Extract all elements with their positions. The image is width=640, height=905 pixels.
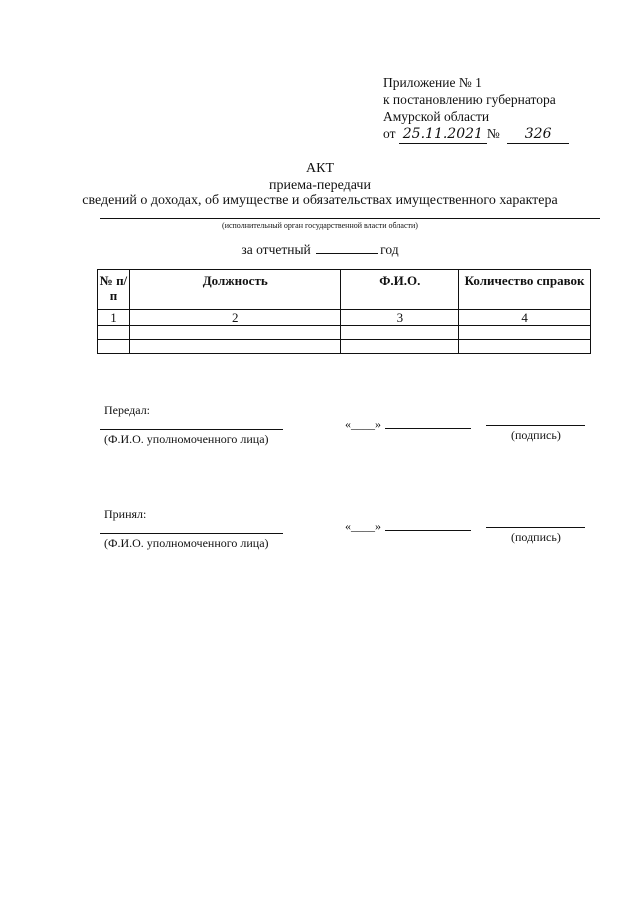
appendix-block [383,74,569,144]
received-name-line[interactable] [100,533,283,534]
period-row [0,242,640,258]
received-person-note: (Ф.И.О. уполномоченного лица) [104,536,269,550]
transferred-name-line[interactable] [100,429,283,430]
header-number: № п/п [98,270,130,310]
table-cell[interactable] [341,340,459,354]
table-cell: 2 [129,310,341,326]
table-cell[interactable] [98,326,130,340]
act-description: сведений о доходах, об имуществе и обязательствах имущественного характера [82,193,558,208]
transferred-date-open: «____» [345,417,381,431]
period-blank[interactable] [316,253,378,254]
period-suffix: год [380,242,399,257]
from-prefix: от [383,126,396,141]
table-cell[interactable] [459,326,591,340]
transferred-signature-line[interactable] [486,425,585,426]
received-signature-note: (подпись) [511,530,561,544]
period-prefix: за отчетный [241,242,311,257]
table-header-row [98,270,591,310]
table-cell[interactable] [98,340,130,354]
header-name: Ф.И.О. [341,270,459,310]
table-row [98,340,591,354]
table-cell[interactable] [129,326,341,340]
act-title: АКТ [306,161,334,176]
appendix-line2: к постановлению губернатора [383,92,556,107]
header-count: Количество справок [459,270,591,310]
table-cell[interactable] [129,340,341,354]
org-note: (исполнительный орган государственной власти области) [222,221,418,230]
transferred-person-note: (Ф.И.О. уполномоченного лица) [104,432,269,446]
table-row [98,326,591,340]
table-cell[interactable] [341,326,459,340]
appendix-line1: Приложение № 1 [383,75,482,90]
received-label: Принял: [104,507,147,521]
received-date-open: «____» [345,519,381,533]
number-prefix: № [486,126,500,141]
table-cell: 3 [341,310,459,326]
received-date-line[interactable] [385,530,471,531]
table-cell: 1 [98,310,130,326]
appendix-date: 25.11.2021 [399,126,487,144]
header-position: Должность [129,270,341,310]
transferred-label: Передал: [104,403,151,417]
transferred-date-line[interactable] [385,428,471,429]
table-index-row [98,310,591,326]
received-signature-line[interactable] [486,527,585,528]
org-underline [100,218,600,219]
table-cell[interactable] [459,340,591,354]
transferred-signature-note: (подпись) [511,428,561,442]
table-cell: 4 [459,310,591,326]
appendix-number: 326 [507,126,569,144]
act-subtitle: приема-передачи [269,178,371,193]
appendix-line3: Амурской области [383,109,490,124]
transfer-table [97,269,591,354]
appendix-date-row [383,125,569,144]
